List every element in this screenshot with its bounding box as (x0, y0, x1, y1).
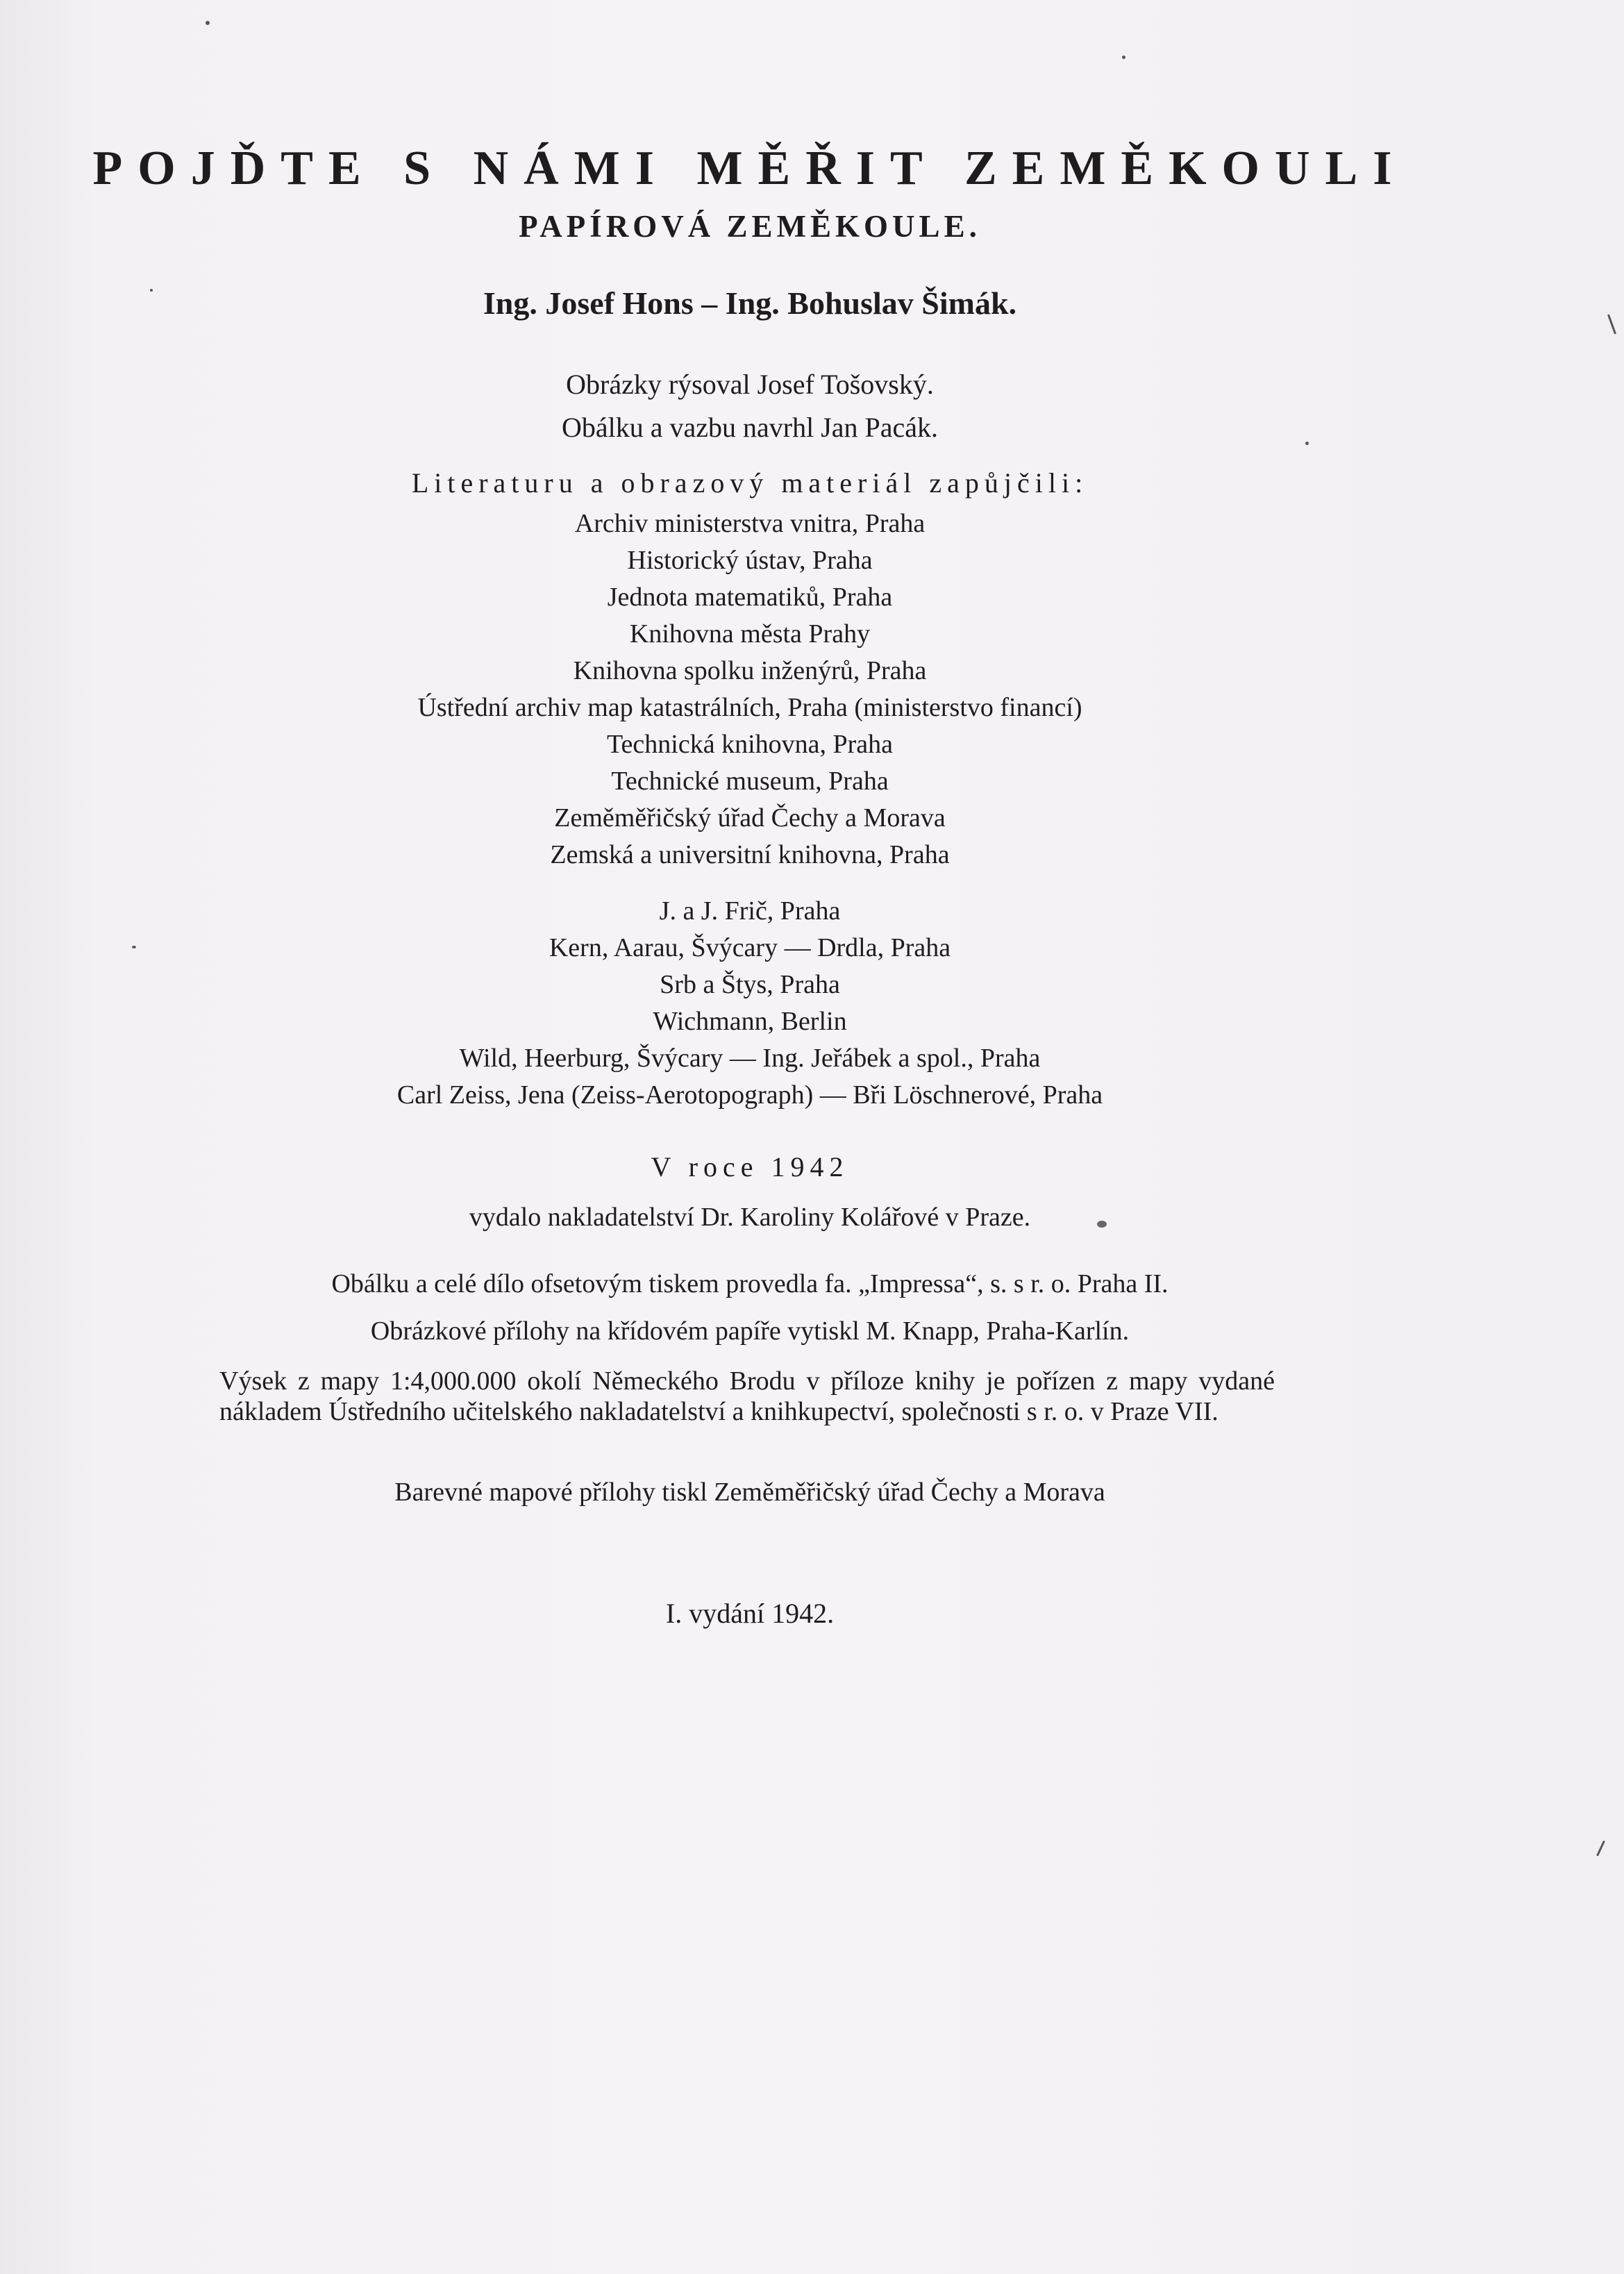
institution-item: Knihovna města Prahy (629, 619, 871, 649)
institution-item: Zeměměřičský úřad Čechy a Morava (554, 803, 946, 833)
company-item: Srb a Štys, Praha (660, 970, 840, 999)
edition-line: I. vydání 1942. (665, 1598, 835, 1629)
institution-item: Ústřední archiv map katastrálních, Praha (ministerstvo financí) (417, 693, 1082, 722)
color-maps-line: Barevné mapové přílohy tiskl Zeměměřičský úřad Čechy a Morava (394, 1478, 1105, 1507)
paper-speck (206, 21, 210, 25)
paper-mark (1607, 314, 1616, 334)
printing-line: Obrázkové přílohy na křídovém papíře vytiskl M. Knapp, Praha-Karlín. (370, 1316, 1130, 1346)
paper-speck (150, 289, 153, 292)
institution-item: Zemská a universitní knihovna, Praha (550, 840, 950, 869)
company-item: Carl Zeiss, Jena (Zeiss-Aerotopograph) — Bři Löschnerové, Praha (396, 1080, 1103, 1110)
institution-item: Technická knihovna, Praha (606, 730, 894, 759)
lenders-heading: Literaturu a obrazový materiál zapůjčili: (411, 467, 1089, 499)
year-line: V roce 1942 (651, 1151, 849, 1182)
company-item: Kern, Aarau, Švýcary — Drdla, Praha (549, 933, 951, 962)
company-item: J. a J. Frič, Praha (659, 896, 841, 926)
cover-credit: Obálku a vazbu navrhl Jan Pacák. (561, 412, 939, 443)
publisher-line: vydalo nakladatelství Dr. Karoliny Kolářové v Praze. (469, 1203, 1031, 1232)
book-title: POJĎTE S NÁMI MĚŘIT ZEMĚKOULI (92, 142, 1407, 195)
paper-mark (1596, 1840, 1605, 1856)
printing-line: Obálku a celé dílo ofsetovým tiskem provedla fa. „Impressa“, s. s r. o. Praha II. (331, 1269, 1169, 1298)
illustrator-credit: Obrázky rýsoval Josef Tošovský. (566, 369, 934, 400)
paper-speck (1305, 442, 1309, 445)
paper-speck (1122, 56, 1125, 59)
paper-speck (132, 946, 136, 948)
institution-item: Jednota matematiků, Praha (607, 583, 893, 612)
company-item: Wichmann, Berlin (653, 1007, 847, 1036)
authors: Ing. Josef Hons – Ing. Bohuslav Šimák. (483, 285, 1017, 321)
institution-item: Historický ústav, Praha (627, 546, 873, 575)
company-item: Wild, Heerburg, Švýcary — Ing. Jeřábek a spol., Praha (459, 1044, 1041, 1073)
institution-item: Technické museum, Praha (611, 767, 889, 796)
institution-item: Archiv ministerstva vnitra, Praha (574, 509, 926, 538)
book-subtitle: PAPÍROVÁ ZEMĚKOULE. (519, 209, 981, 244)
institution-item: Knihovna spolku inženýrů, Praha (573, 656, 927, 685)
map-note: Výsek z mapy 1:4,000.000 okolí Německého Brodu v příloze knihy je pořízen z mapy vydané nákladem Ústředního učitelského nakladatelství a knihkupectví, společnosti s r. o. v Praze VII. (219, 1366, 1275, 1426)
ink-blot (1097, 1221, 1107, 1228)
